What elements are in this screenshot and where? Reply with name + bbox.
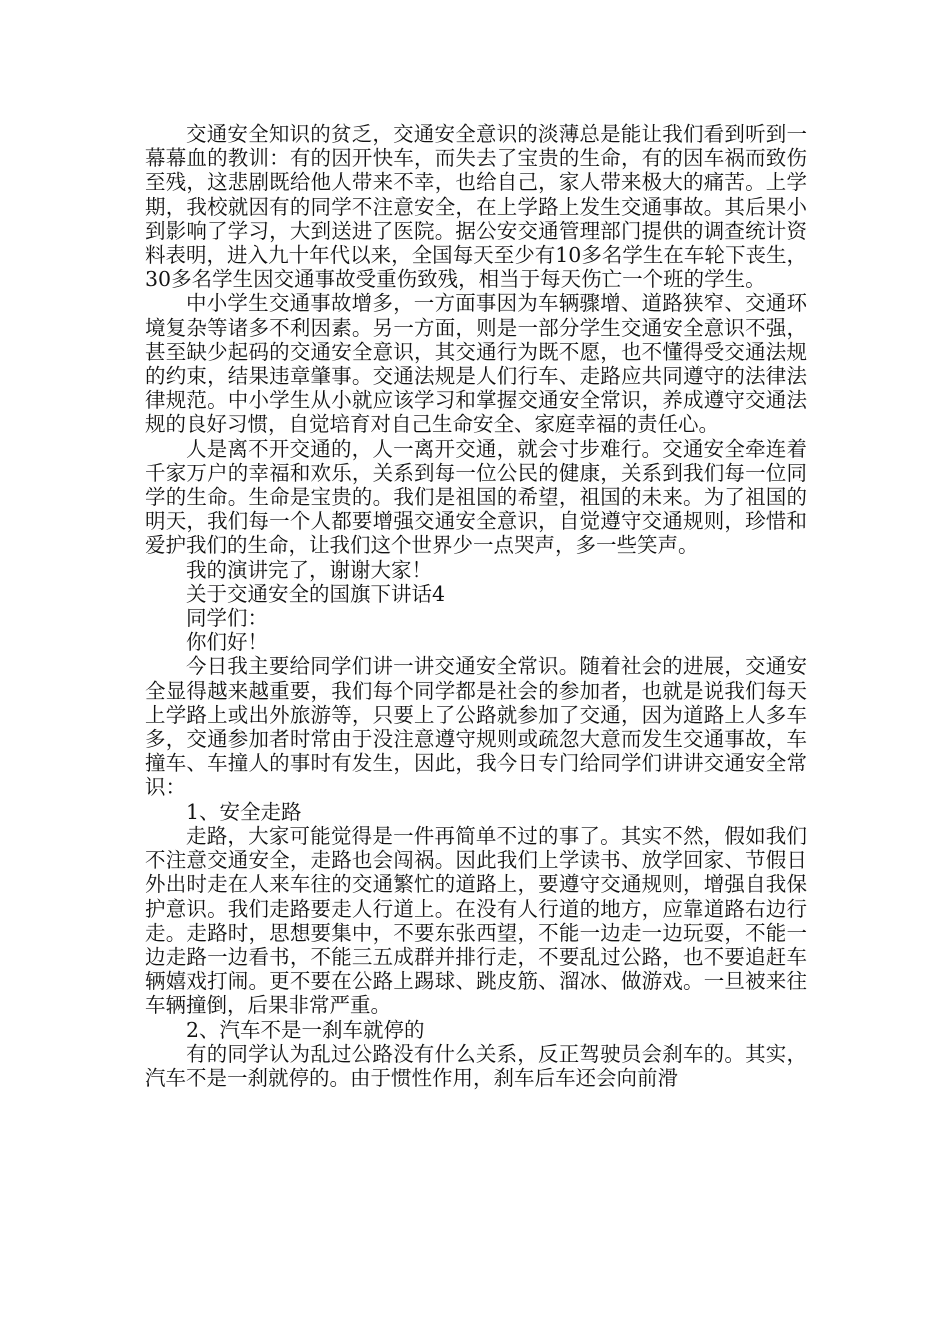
greeting-hello: 你们好！ <box>186 630 268 655</box>
greeting-students: 同学们： <box>186 606 268 631</box>
paragraph-closing-thanks: 我的演讲完了，谢谢大家！ <box>186 557 432 582</box>
paragraph-traffic-lessons: 交通安全知识的贫乏，交通安全意识的淡薄总是能让我们看到听到一幕幕血的教训：有的因开快车，而失去了宝贵的生命，有的因车祸而致伤至残，这悲剧既给他人带来不幸，也给自己，家人带来极大的痛苦。上学期，我校就因有的同学不注意安全，在上学路上发生交通事故。其后果小到影响了学习，大到送进了医院。据公安交通管理部门提供的调查统计资料表明，进入九十年代以来，全国每天至少有10多名学生在车轮下丧生，30多名学生因交通事故受重伤致残，相当于每天伤亡一个班的学生。 <box>145 122 807 292</box>
section-heading-walking: 1、安全走路 <box>186 799 302 824</box>
speech-title: 关于交通安全的国旗下讲话4 <box>186 581 446 606</box>
paragraph-braking: 有的同学认为乱过公路没有什么关系，反正驾驶员会刹车的。其实，汽车不是一刹就停的。由于惯性作用，刹车后车还会向前滑 <box>145 1041 807 1090</box>
paragraph-life-precious: 人是离不开交通的，人一离开交通，就会寸步难行。交通安全牵连着千家万户的幸福和欢乐，关系到每一位公民的健康，关系到我们每一位同学的生命。生命是宝贵的。我们是祖国的希望，祖国的未来。为了祖国的明天，我们每一个人都要增强交通安全意识，自觉遵守交通规则，珍惜和爱护我们的生命，让我们这个世界少一点哭声，多一些笑声。 <box>145 436 807 558</box>
document-page <box>145 122 807 1090</box>
paragraph-accident-causes: 中小学生交通事故增多，一方面事因为车辆骤增、道路狭窄、交通环境复杂等诸多不利因素。另一方面，则是一部分学生交通安全意识不强，甚至缺少起码的交通安全意识，其交通行为既不愿，也不懂得受交通法规的约束，结果违章肇事。交通法规是人们行车、走路应共同遵守的法律法律规范。中小学生从小就应该学习和掌握交通安全常识，养成遵守交通法规的良好习惯，自觉培育对自己生命安全、家庭幸福的责任心。 <box>145 291 807 437</box>
section-heading-braking: 2、汽车不是一刹车就停的 <box>186 1017 425 1042</box>
paragraph-intro: 今日我主要给同学们讲一讲交通安全常识。随着社会的进展，交通安全显得越来越重要，我们每个同学都是社会的参加者，也就是说我们每天上学路上或出外旅游等，只要上了公路就参加了交通，因为道路上人多车多，交通参加者时常由于没注意遵守规则或疏忽大意而发生交通事故，车撞车、车撞人的事时有发生，因此，我今日专门给同学们讲讲交通安全常识： <box>145 654 807 800</box>
paragraph-walking: 走路，大家可能觉得是一件再简单不过的事了。其实不然，假如我们不注意交通安全，走路也会闯祸。因此我们上学读书、放学回家、节假日外出时走在人来车往的交通繁忙的道路上，要遵守交通规则，增强自我保护意识。我们走路要走人行道上。在没有人行道的地方，应靠道路右边行走。走路时，思想要集中，不要东张西望，不能一边走一边玩耍，不能一边走路一边看书，不能三五成群并排行走，不要乱过公路，也不要追赶车辆嬉戏打闹。更不要在公路上踢球、跳皮筋、溜冰、做游戏。一旦被来往车辆撞倒，后果非常严重。 <box>145 823 807 1018</box>
